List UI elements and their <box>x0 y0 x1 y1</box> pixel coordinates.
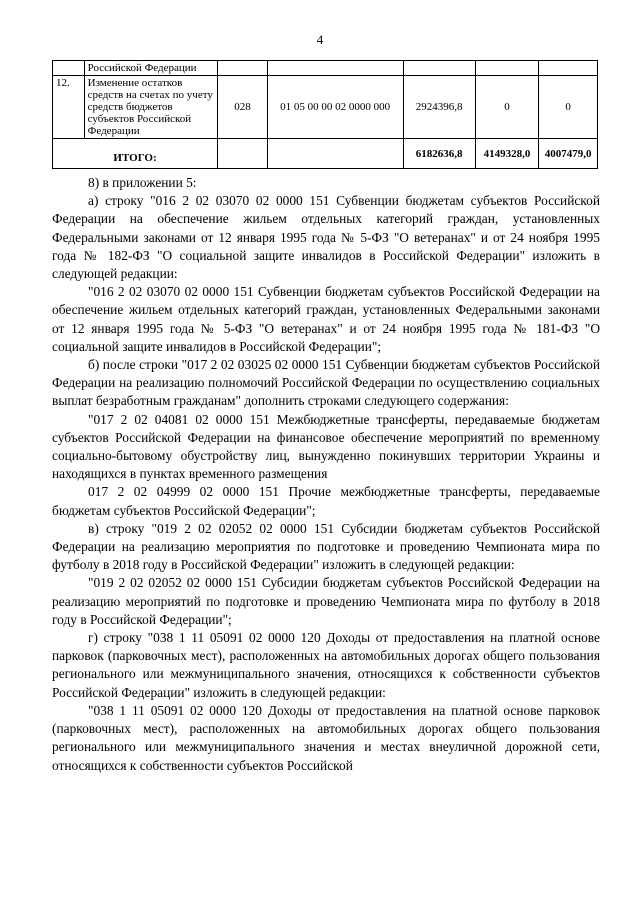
total-value-1: 6182636,8 <box>403 139 475 169</box>
total-label: ИТОГО: <box>53 139 218 169</box>
value-3: 0 <box>539 76 598 139</box>
row-number: 12. <box>53 76 85 139</box>
total-value-3: 4007479,0 <box>539 139 598 169</box>
table-row <box>53 61 598 76</box>
paragraph: в) строку "019 2 02 02052 02 0000 151 Субсидии бюджетам субъектов Российской Федерации на реализацию мероприятия по подготовке и проведению Чемпионата мира по футболу в 2018 году в Российской Федерации" изложить в следующей редакции: <box>52 520 600 573</box>
paragraph: "017 2 02 04081 02 0000 151 Межбюджетные трансферты, передаваемые бюджетам субъектов Российской Федерации на финансовое обеспечение мероприятий по временному социально-бытовому обустройству лиц, вынужденно покинувших территории Украины и находящихся в пунктах временного размещения <box>52 411 600 482</box>
value-2: 0 <box>475 76 538 139</box>
paragraph: г) строку "038 1 11 05091 02 0000 120 Доходы от предоставления на платной основе парковок (парковочных мест), расположенных на автомобильных дорогах общего пользования регионального или межмуниципального значения, относящихся к собственности субъектов Российской Федерации" изложить в следующей редакции: <box>52 630 600 700</box>
table-row <box>53 76 598 139</box>
paragraph: "016 2 02 03070 02 0000 151 Субвенции бюджетам субъектов Российской Федерации на обеспечение жильем отдельных категорий граждан, установленных Федеральными законами от 12 января 1995 года № 5-ФЗ "О ветеранах" и от 24 ноября 1995 года № 181-ФЗ "О социальной защите инвалидов в Российской Федерации"; <box>52 284 600 354</box>
paragraph: 017 2 02 04999 02 0000 151 Прочие межбюджетные трансферты, передаваемые бюджетам субъектов Российской Федерации"; <box>52 484 600 518</box>
budget-code: 01 05 00 00 02 0000 000 <box>267 76 403 139</box>
total-row <box>53 139 598 169</box>
value-1: 2924396,8 <box>403 76 475 139</box>
paragraph: а) строку "016 2 02 03070 02 0000 151 Субвенции бюджетам субъектов Российской Федерации на обеспечение жильем отдельных категорий граждан, установленных Федеральными законами от 12 января 1995 года № 5-ФЗ "О ветеранах" и от 24 ноября 1995 года № 182-ФЗ "О социальной защите инвалидов в Российской Федерации" изложить в следующей редакции: <box>52 193 600 282</box>
paragraph: "038 1 11 05091 02 0000 120 Доходы от предоставления на платной основе парковок (парковочных мест), расположенных на автомобильных дорогах общего пользования регионального или межмуниципального значения и местах внеуличной дорожной сети, относящихся к собственности субъектов Российской <box>52 702 600 773</box>
paragraph: "019 2 02 02052 02 0000 151 Субсидии бюджетам субъектов Российской Федерации на реализацию мероприятий по подготовке и проведению Чемпионата мира по футболу в 2018 году в Российской Федерации"; <box>52 575 600 627</box>
table-cell: Российской Федерации <box>84 61 217 76</box>
row-name: Изменение остатков средств на счетах по учету средств бюджетов субъектов Российской Федерации <box>84 76 217 139</box>
amendment-table <box>52 60 598 169</box>
paragraph: б) после строки "017 2 02 03025 02 0000 151 Субвенции бюджетам субъектов Российской Федерации на реализацию полномочий Российской Федерации по осуществлению социальных выплат безработным гражданам" дополнить строками следующего содержания: <box>52 357 600 409</box>
total-value-2: 4149328,0 <box>475 139 538 169</box>
document-body <box>52 174 600 775</box>
admin-code: 028 <box>218 76 268 139</box>
paragraph: 8) в приложении 5: <box>88 175 197 190</box>
page-number: 4 <box>316 32 324 47</box>
